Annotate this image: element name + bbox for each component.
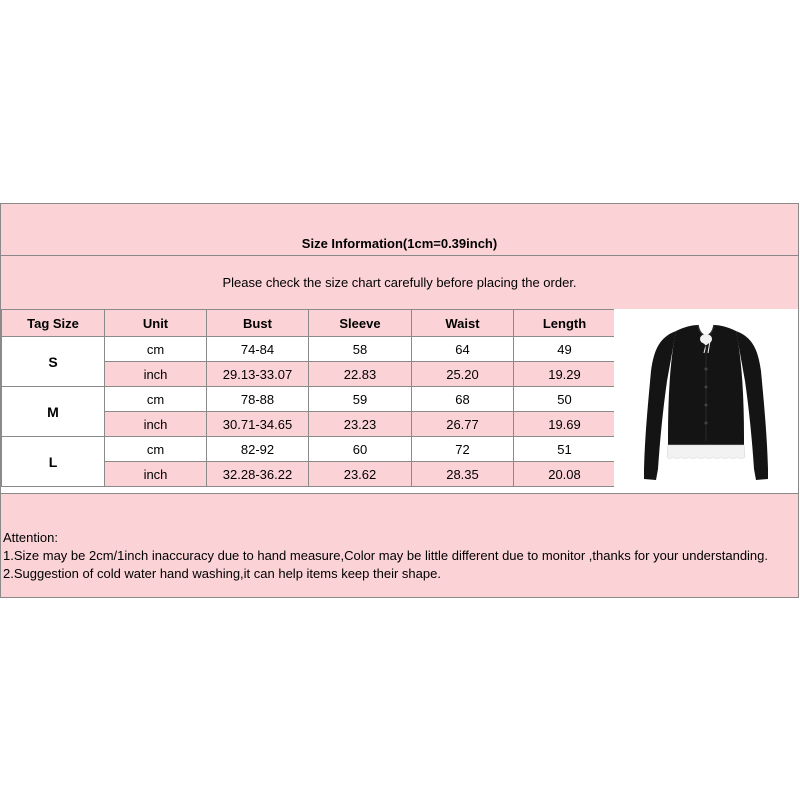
waist-cell: 26.77 — [412, 412, 514, 437]
length-cell: 51 — [514, 437, 616, 462]
product-photo — [614, 309, 799, 493]
waist-cell: 72 — [412, 437, 514, 462]
length-cell: 49 — [514, 337, 616, 362]
length-cell: 20.08 — [514, 462, 616, 487]
header-sleeve: Sleeve — [309, 310, 412, 337]
header-length: Length — [514, 310, 616, 337]
unit-cell: inch — [105, 362, 207, 387]
size-chart-title: Size Information(1cm=0.39inch) — [1, 204, 798, 256]
bust-cell: 32.28-36.22 — [207, 462, 309, 487]
length-cell: 19.69 — [514, 412, 616, 437]
table-row — [2, 337, 616, 362]
sleeve-cell: 60 — [309, 437, 412, 462]
order-notice: Please check the size chart carefully before placing the order. — [1, 256, 798, 310]
header-unit: Unit — [105, 310, 207, 337]
tag-size-cell: S — [2, 337, 105, 387]
bust-cell: 78-88 — [207, 387, 309, 412]
bust-cell: 74-84 — [207, 337, 309, 362]
tag-size-cell: L — [2, 437, 105, 487]
unit-cell: inch — [105, 462, 207, 487]
header-bust: Bust — [207, 310, 309, 337]
size-table — [1, 309, 616, 487]
attention-heading: Attention: — [3, 530, 58, 545]
length-cell: 50 — [514, 387, 616, 412]
unit-cell: cm — [105, 337, 207, 362]
header-waist: Waist — [412, 310, 514, 337]
sleeve-cell: 23.23 — [309, 412, 412, 437]
waist-cell: 64 — [412, 337, 514, 362]
unit-cell: cm — [105, 387, 207, 412]
bust-cell: 30.71-34.65 — [207, 412, 309, 437]
attention-section — [1, 493, 798, 597]
sleeve-cell: 58 — [309, 337, 412, 362]
attention-note-2: 2.Suggestion of cold water hand washing,it can help items keep their shape. — [3, 566, 441, 581]
sleeve-cell: 22.83 — [309, 362, 412, 387]
size-chart-sheet — [0, 203, 799, 598]
attention-note-1: 1.Size may be 2cm/1inch inaccuracy due to hand measure,Color may be little different due to monitor ,thanks for your understanding. — [3, 548, 769, 563]
bust-cell: 82-92 — [207, 437, 309, 462]
table-row — [2, 387, 616, 412]
waist-cell: 25.20 — [412, 362, 514, 387]
tag-size-cell: M — [2, 387, 105, 437]
waist-cell: 28.35 — [412, 462, 514, 487]
header-tag-size: Tag Size — [2, 310, 105, 337]
waist-cell: 68 — [412, 387, 514, 412]
bust-cell: 29.13-33.07 — [207, 362, 309, 387]
unit-cell: cm — [105, 437, 207, 462]
length-cell: 19.29 — [514, 362, 616, 387]
cardigan-illustration — [614, 309, 798, 493]
table-row — [2, 437, 616, 462]
sleeve-cell: 59 — [309, 387, 412, 412]
table-header-row — [2, 310, 616, 337]
unit-cell: inch — [105, 412, 207, 437]
sleeve-cell: 23.62 — [309, 462, 412, 487]
